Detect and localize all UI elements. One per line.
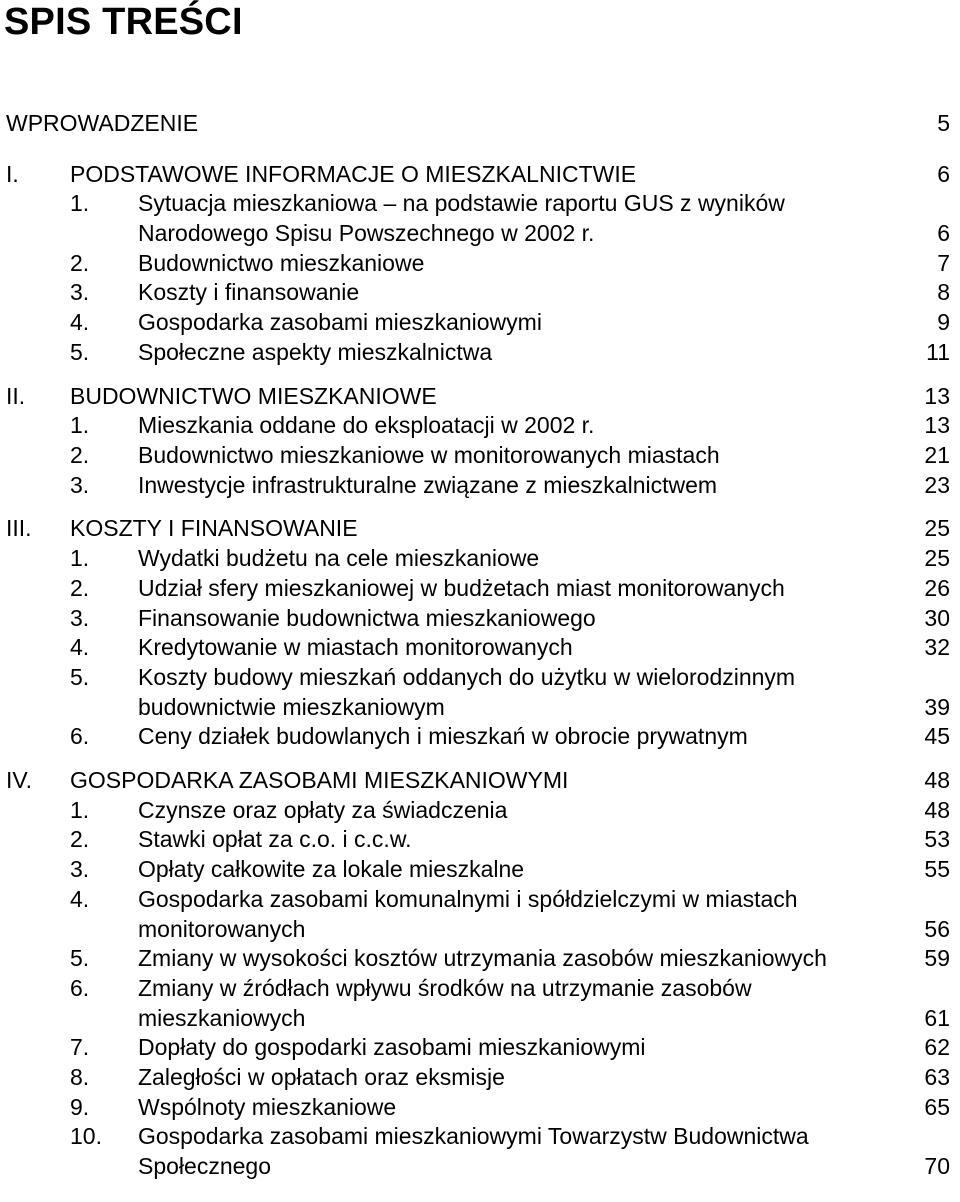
toc-item (0, 411, 960, 439)
toc-item (0, 633, 960, 661)
page-number: 7 (937, 250, 950, 276)
chapter-number: IV. (6, 767, 33, 793)
page-number: 21 (924, 442, 950, 468)
toc-item (0, 885, 960, 913)
item-title: Narodowego Spisu Powszechnego w 2002 r. (138, 220, 595, 246)
item-number: 6. (70, 975, 90, 1001)
toc-item (0, 249, 960, 277)
item-number: 4. (70, 634, 90, 660)
toc-item (0, 1152, 960, 1180)
item-number: 5. (70, 339, 90, 365)
page-number: 59 (924, 945, 950, 971)
toc-item (0, 1093, 960, 1121)
toc-chapter (0, 382, 960, 410)
item-title: Budownictwo mieszkaniowe (138, 250, 425, 276)
toc-item (0, 308, 960, 336)
item-number: 6. (70, 723, 90, 749)
page-number: 48 (924, 797, 950, 823)
toc-item (0, 1033, 960, 1061)
page-number: 13 (924, 412, 950, 438)
page-number: 45 (924, 723, 950, 749)
toc-item (0, 219, 960, 247)
item-title: Gospodarka zasobami mieszkaniowymi (138, 309, 542, 335)
page-number: 8 (937, 279, 950, 305)
item-number: 1. (70, 412, 90, 438)
chapter-title: PODSTAWOWE INFORMACJE O MIESZKALNICTWIE (70, 161, 637, 187)
item-number: 1. (70, 190, 90, 216)
page-number: 25 (924, 545, 950, 571)
item-title: Udział sfery mieszkaniowej w budżetach miast monitorowanych (138, 575, 785, 601)
item-number: 2. (70, 826, 90, 852)
page-number: 25 (924, 515, 950, 541)
toc-item (0, 1122, 960, 1150)
item-number: 9. (70, 1094, 90, 1120)
toc-item (0, 663, 960, 691)
toc-item (0, 796, 960, 824)
chapter-title: KOSZTY I FINANSOWANIE (70, 515, 358, 541)
item-number: 1. (70, 797, 90, 823)
item-number: 3. (70, 856, 90, 882)
page-number: 6 (937, 220, 950, 246)
intro-title: WPROWADZENIE (6, 110, 199, 136)
item-number: 3. (70, 279, 90, 305)
toc-item (0, 441, 960, 469)
chapter-title: GOSPODARKA ZASOBAMI MIESZKANIOWYMI (70, 767, 569, 793)
toc-chapter (0, 766, 960, 794)
item-title: Gospodarka zasobami mieszkaniowymi Towarzystw Budownictwa (138, 1123, 809, 1149)
item-number: 3. (70, 605, 90, 631)
item-number: 2. (70, 575, 90, 601)
toc-item (0, 693, 960, 721)
page-title: SPIS TREŚCI (4, 1, 243, 43)
item-title: Zmiany w wysokości kosztów utrzymania zasobów mieszkaniowych (138, 945, 827, 971)
toc-item (0, 1063, 960, 1091)
toc-item (0, 544, 960, 572)
page-number: 48 (924, 767, 950, 793)
item-number: 2. (70, 250, 90, 276)
item-number: 4. (70, 886, 90, 912)
item-title: Czynsze oraz opłaty za świadczenia (138, 797, 508, 823)
page-number: 53 (924, 826, 950, 852)
item-title: Inwestycje infrastrukturalne związane z mieszkalnictwem (138, 472, 718, 498)
toc-item (0, 471, 960, 499)
toc-intro (0, 109, 960, 137)
page-number: 70 (924, 1153, 950, 1179)
item-title: Społeczne aspekty mieszkalnictwa (138, 339, 493, 365)
item-title: Koszty budowy mieszkań oddanych do użytku w wielorodzinnym (138, 664, 796, 690)
item-title: budownictwie mieszkaniowym (138, 694, 445, 720)
item-number: 10. (70, 1123, 102, 1149)
item-title: mieszkaniowych (138, 1005, 306, 1031)
item-number: 8. (70, 1064, 90, 1090)
chapter-title: BUDOWNICTWO MIESZKANIOWE (70, 383, 437, 409)
page-number: 39 (924, 694, 950, 720)
page-number: 6 (937, 161, 950, 187)
page-number: 11 (926, 339, 950, 365)
chapter-number: III. (6, 515, 32, 541)
item-title: Mieszkania oddane do eksploatacji w 2002 r. (138, 412, 595, 438)
item-title: Dopłaty do gospodarki zasobami mieszkaniowymi (138, 1034, 646, 1060)
item-title: Zaległości w opłatach oraz eksmisje (138, 1064, 505, 1090)
page-number: 56 (924, 916, 950, 942)
item-number: 7. (70, 1034, 90, 1060)
page-number: 65 (924, 1094, 950, 1120)
toc-chapter (0, 160, 960, 188)
chapter-number: II. (6, 383, 26, 409)
item-number: 2. (70, 442, 90, 468)
item-title: Sytuacja mieszkaniowa – na podstawie raportu GUS z wyników (138, 190, 785, 216)
item-number: 5. (70, 945, 90, 971)
page-number: 23 (924, 472, 950, 498)
page-number: 13 (924, 383, 950, 409)
page-number: 63 (924, 1064, 950, 1090)
item-title: Koszty i finansowanie (138, 279, 360, 305)
toc-chapter (0, 514, 960, 542)
item-title: monitorowanych (138, 916, 306, 942)
toc-item (0, 338, 960, 366)
toc-item (0, 278, 960, 306)
toc-item (0, 604, 960, 632)
item-title: Ceny działek budowlanych i mieszkań w obrocie prywatnym (138, 723, 748, 749)
item-title: Wydatki budżetu na cele mieszkaniowe (138, 545, 540, 571)
item-title: Społecznego (138, 1153, 271, 1179)
item-title: Opłaty całkowite za lokale mieszkalne (138, 856, 525, 882)
toc-item (0, 722, 960, 750)
item-title: Stawki opłat za c.o. i c.c.w. (138, 826, 412, 852)
item-number: 1. (70, 545, 90, 571)
page-number: 9 (937, 309, 950, 335)
page-number: 30 (924, 605, 950, 631)
toc-item (0, 855, 960, 883)
toc-item (0, 915, 960, 943)
item-title: Kredytowanie w miastach monitorowanych (138, 634, 573, 660)
item-title: Finansowanie budownictwa mieszkaniowego (138, 605, 596, 631)
page-number: 61 (924, 1005, 950, 1031)
toc-item (0, 944, 960, 972)
page-number: 55 (924, 856, 950, 882)
toc-item (0, 189, 960, 217)
toc-item (0, 574, 960, 602)
item-number: 4. (70, 309, 90, 335)
item-title: Zmiany w źródłach wpływu środków na utrzymanie zasobów (138, 975, 752, 1001)
page-number: 32 (924, 634, 950, 660)
toc-item (0, 1004, 960, 1032)
chapter-number: I. (6, 161, 19, 187)
page-number: 5 (937, 110, 950, 136)
page-number: 26 (924, 575, 950, 601)
toc-item (0, 825, 960, 853)
item-title: Wspólnoty mieszkaniowe (138, 1094, 397, 1120)
item-number: 3. (70, 472, 90, 498)
item-title: Budownictwo mieszkaniowe w monitorowanych miastach (138, 442, 720, 468)
page-number: 62 (924, 1034, 950, 1060)
toc-item (0, 974, 960, 1002)
item-number: 5. (70, 664, 90, 690)
item-title: Gospodarka zasobami komunalnymi i spółdzielczymi w miastach (138, 886, 798, 912)
